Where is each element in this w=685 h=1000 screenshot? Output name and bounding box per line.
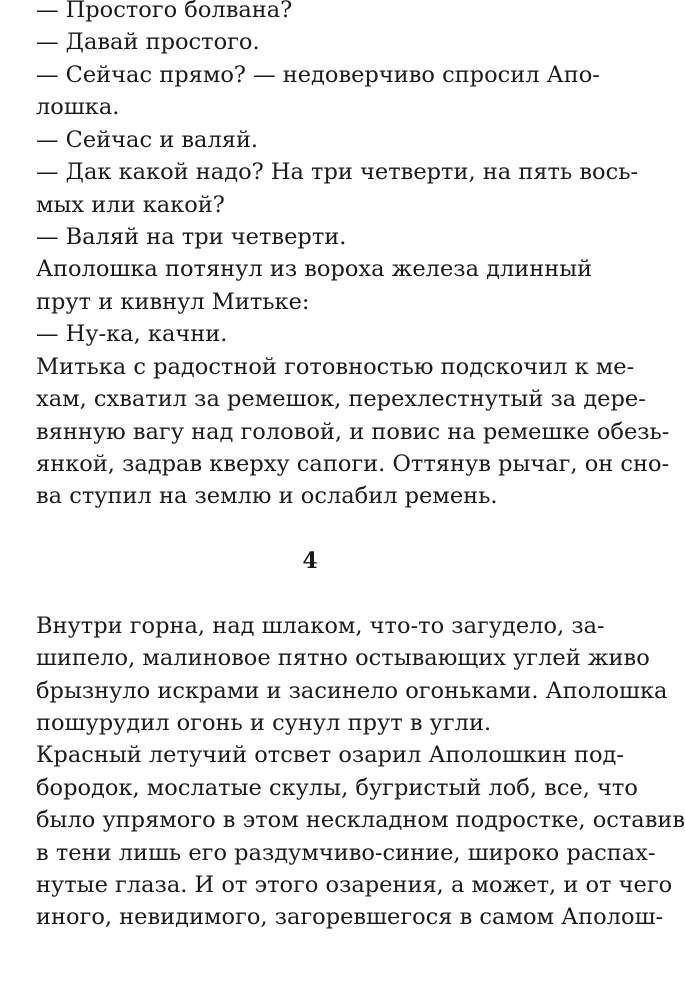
text-line: — Дак какой надо? На три четверти, на пять вось- bbox=[36, 159, 639, 185]
text-line: нутые глаза. И от этого озарения, а может, и от чего bbox=[36, 872, 673, 898]
text-line: лошка. bbox=[36, 94, 120, 120]
text-line: в тени лишь его раздумчиво-синие, широко распах- bbox=[36, 840, 656, 866]
text-line: хам, схватил за ремешок, перехлестнутый за дере- bbox=[36, 386, 646, 412]
text-line: было упрямого в этом нескладном подростке, оставив bbox=[36, 807, 685, 833]
text-line: Красный летучий отсвет озарил Аполошкин под- bbox=[36, 742, 624, 768]
text-line: Митька с радостной готовностью подскочил к ме- bbox=[36, 354, 635, 380]
text-line: прут и кивнул Митьке: bbox=[36, 289, 310, 315]
text-line: — Простого болвана? bbox=[36, 0, 293, 23]
text-line: — Сейчас и валяй. bbox=[36, 127, 259, 153]
text-line: Внутри горна, над шлаком, что-то загудело, за- bbox=[36, 613, 605, 639]
text-line: янкой, задрав кверху сапоги. Оттянув рычаг, он сно- bbox=[36, 451, 670, 477]
text-line: — Ну-ка, качни. bbox=[36, 321, 228, 347]
text-line: мых или какой? bbox=[36, 192, 225, 218]
text-line: — Валяй на три четверти. bbox=[36, 224, 347, 250]
text-line: брызнуло искрами и засинело огоньками. Аполошка bbox=[36, 678, 668, 704]
text-line: шипело, малиновое пятно остывающих углей живо bbox=[36, 645, 650, 671]
book-page-continued bbox=[36, 0, 685, 1000]
text-line: — Давай простого. bbox=[36, 29, 260, 55]
text-line: — Сейчас прямо? — недоверчиво спросил Апо- bbox=[36, 62, 600, 88]
text-line: вянную вагу над головой, и повис на ремешке обезь- bbox=[36, 419, 670, 445]
text-line: иного, невидимого, загоревшегося в самом Аполош- bbox=[36, 904, 664, 930]
text-line: пошурудил огонь и сунул прут в угли. bbox=[36, 710, 492, 736]
chapter-number: 4 bbox=[302, 548, 318, 574]
text-line: Аполошка потянул из вороха железа длинный bbox=[36, 256, 593, 282]
text-line: бородок, мослатые скулы, бугристый лоб, все, что bbox=[36, 775, 638, 801]
text-line: ва ступил на землю и ослабил ремень. bbox=[36, 483, 498, 509]
